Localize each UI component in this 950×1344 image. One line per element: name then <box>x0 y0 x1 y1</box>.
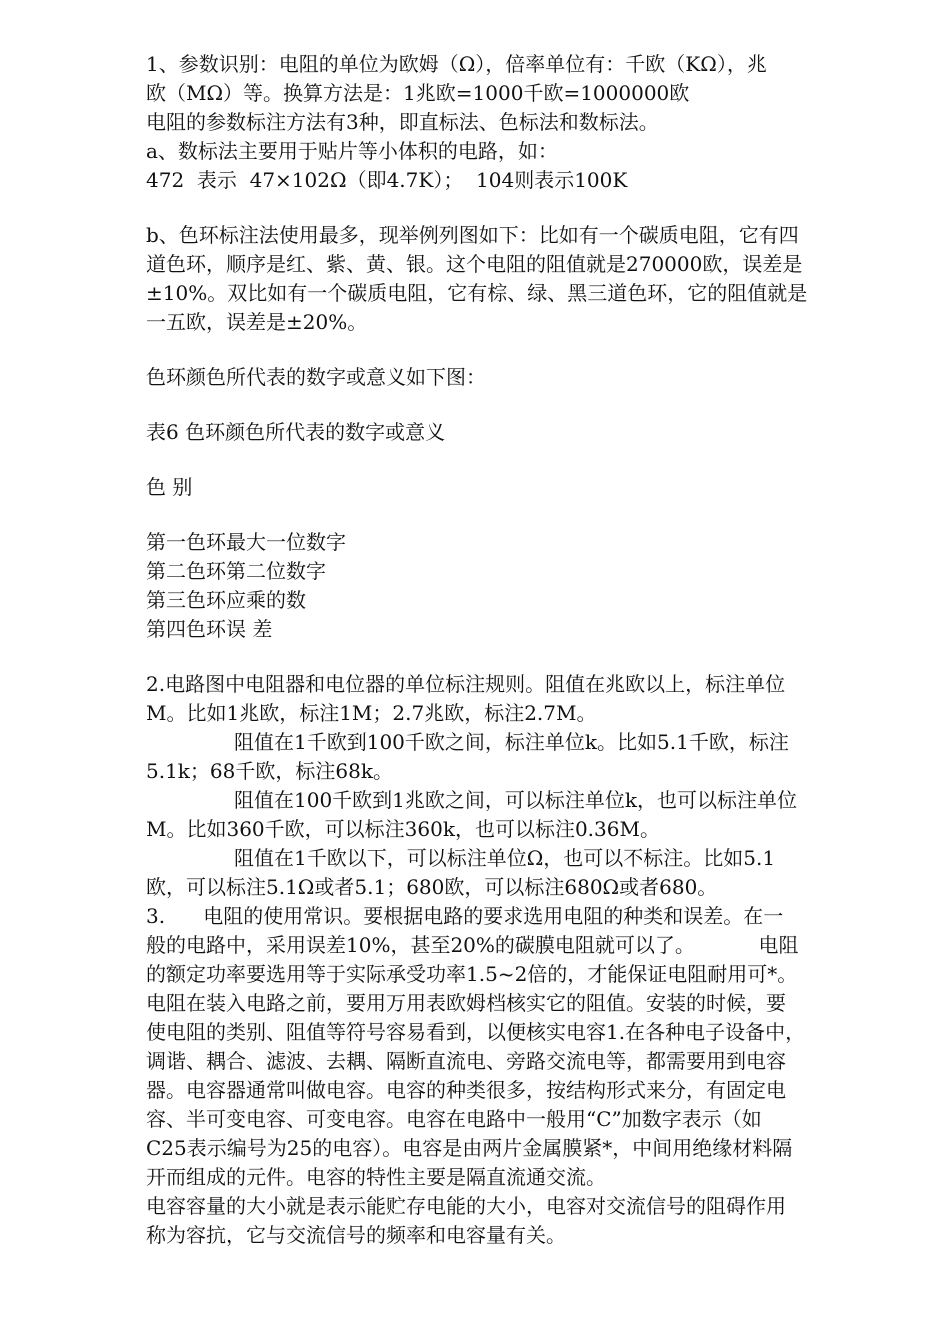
text-line: 称为容抗，它与交流信号的频率和电容量有关。 <box>146 1223 566 1247</box>
text-line: 阻值在1千欧到100千欧之间，标注单位k。比如5.1千欧，标注 <box>234 730 789 754</box>
color-intro-text: 色环颜色所代表的数字或意义如下图： <box>146 365 486 389</box>
color-column-header: 色 别 <box>146 475 193 499</box>
text-line: M。比如360千欧，可以标注360k，也可以标注0.36M。 <box>146 817 660 841</box>
text-line: 2.电路图中电阻器和电位器的单位标注规则。阻值在兆欧以上，标注单位 <box>146 672 786 696</box>
list-item: 第四色环误 差 <box>146 617 273 641</box>
document-page <box>146 50 876 1250</box>
text-line: 使电阻的类别、阻值等符号容易看到，以便核实电容1.在各种电子设备中， <box>146 1020 806 1044</box>
text-line: 一五欧，误差是±20%。 <box>146 310 368 334</box>
text-line: b、色环标注法使用最多，现举例列图如下：比如有一个碳质电阻，它有四 <box>146 223 799 247</box>
list-item: 第三色环应乘的数 <box>146 588 306 612</box>
ring-meaning-list <box>146 528 876 644</box>
text-line: 3. 电阻的使用常识。要根据电路的要求选用电阻的种类和误差。在一 <box>146 904 784 928</box>
text-line: ±10%。双比如有一个碳质电阻，它有棕、绿、黑三道色环，它的阻值就是 <box>146 281 808 305</box>
text-line: 开而组成的元件。电容的特性主要是隔直流通交流。 <box>146 1165 606 1189</box>
text-line: a、数标法主要用于贴片等小体积的电路，如： <box>146 139 558 163</box>
text-line: 电阻的参数标注方法有3种，即直标法、色标法和数标法。 <box>146 110 659 134</box>
text-line: 调谐、耦合、滤波、去耦、隔断直流电、旁路交流电等，都需要用到电容 <box>146 1049 786 1073</box>
section-unit-labeling-rules <box>146 670 876 902</box>
text-line: 5.1k；68千欧，标注68k。 <box>146 759 393 783</box>
text-line: 器。电容器通常叫做电容。电容的种类很多，按结构形式来分，有固定电 <box>146 1078 786 1102</box>
text-line: 电容容量的大小就是表示能贮存电能的大小，电容对交流信号的阻碍作用 <box>146 1194 786 1218</box>
text-line: M。比如1兆欧，标注1M；2.7兆欧，标注2.7M。 <box>146 701 597 725</box>
text-line: 的额定功率要选用等于实际承受功率1.5~2倍的，才能保证电阻耐用可*。 <box>146 962 798 986</box>
section-parameter-identification <box>146 50 876 195</box>
text-line: 1、参数识别：电阻的单位为欧姆（Ω），倍率单位有：千欧（KΩ），兆 <box>146 52 767 76</box>
text-line: 欧（MΩ）等。换算方法是：1兆欧=1000千欧=1000000欧 <box>146 81 690 105</box>
section-usage-knowledge <box>146 902 876 1250</box>
text-line: 电阻在装入电路之前，要用万用表欧姆档核实它的阻值。安装的时候，要 <box>146 991 786 1015</box>
text-line: 道色环，顺序是红、紫、黄、银。这个电阻的阻值就是270000欧，误差是 <box>146 252 803 276</box>
list-item: 第二色环第二位数字 <box>146 559 326 583</box>
text-line: 般的电路中，采用误差10%，甚至20%的碳膜电阻就可以了。 电阻 <box>146 933 799 957</box>
text-line: 阻值在100千欧到1兆欧之间，可以标注单位k，也可以标注单位 <box>234 788 798 812</box>
table-caption: 表6 色环颜色所代表的数字或意义 <box>146 420 446 444</box>
text-line: 阻值在1千欧以下，可以标注单位Ω，也可以不标注。比如5.1 <box>234 846 776 870</box>
text-line: 容、半可变电容、可变电容。电容在电路中一般用“C”加数字表示（如 <box>146 1107 762 1131</box>
list-item: 第一色环最大一位数字 <box>146 530 346 554</box>
text-line: C25表示编号为25的电容）。电容是由两片金属膜紧*，中间用绝缘材料隔 <box>146 1136 793 1160</box>
section-color-ring-method <box>146 221 876 337</box>
text-line: 欧，可以标注5.1Ω或者5.1；680欧，可以标注680Ω或者680。 <box>146 875 718 899</box>
text-line: 472 表示 47×102Ω（即4.7K）； 104则表示100K <box>146 168 628 192</box>
